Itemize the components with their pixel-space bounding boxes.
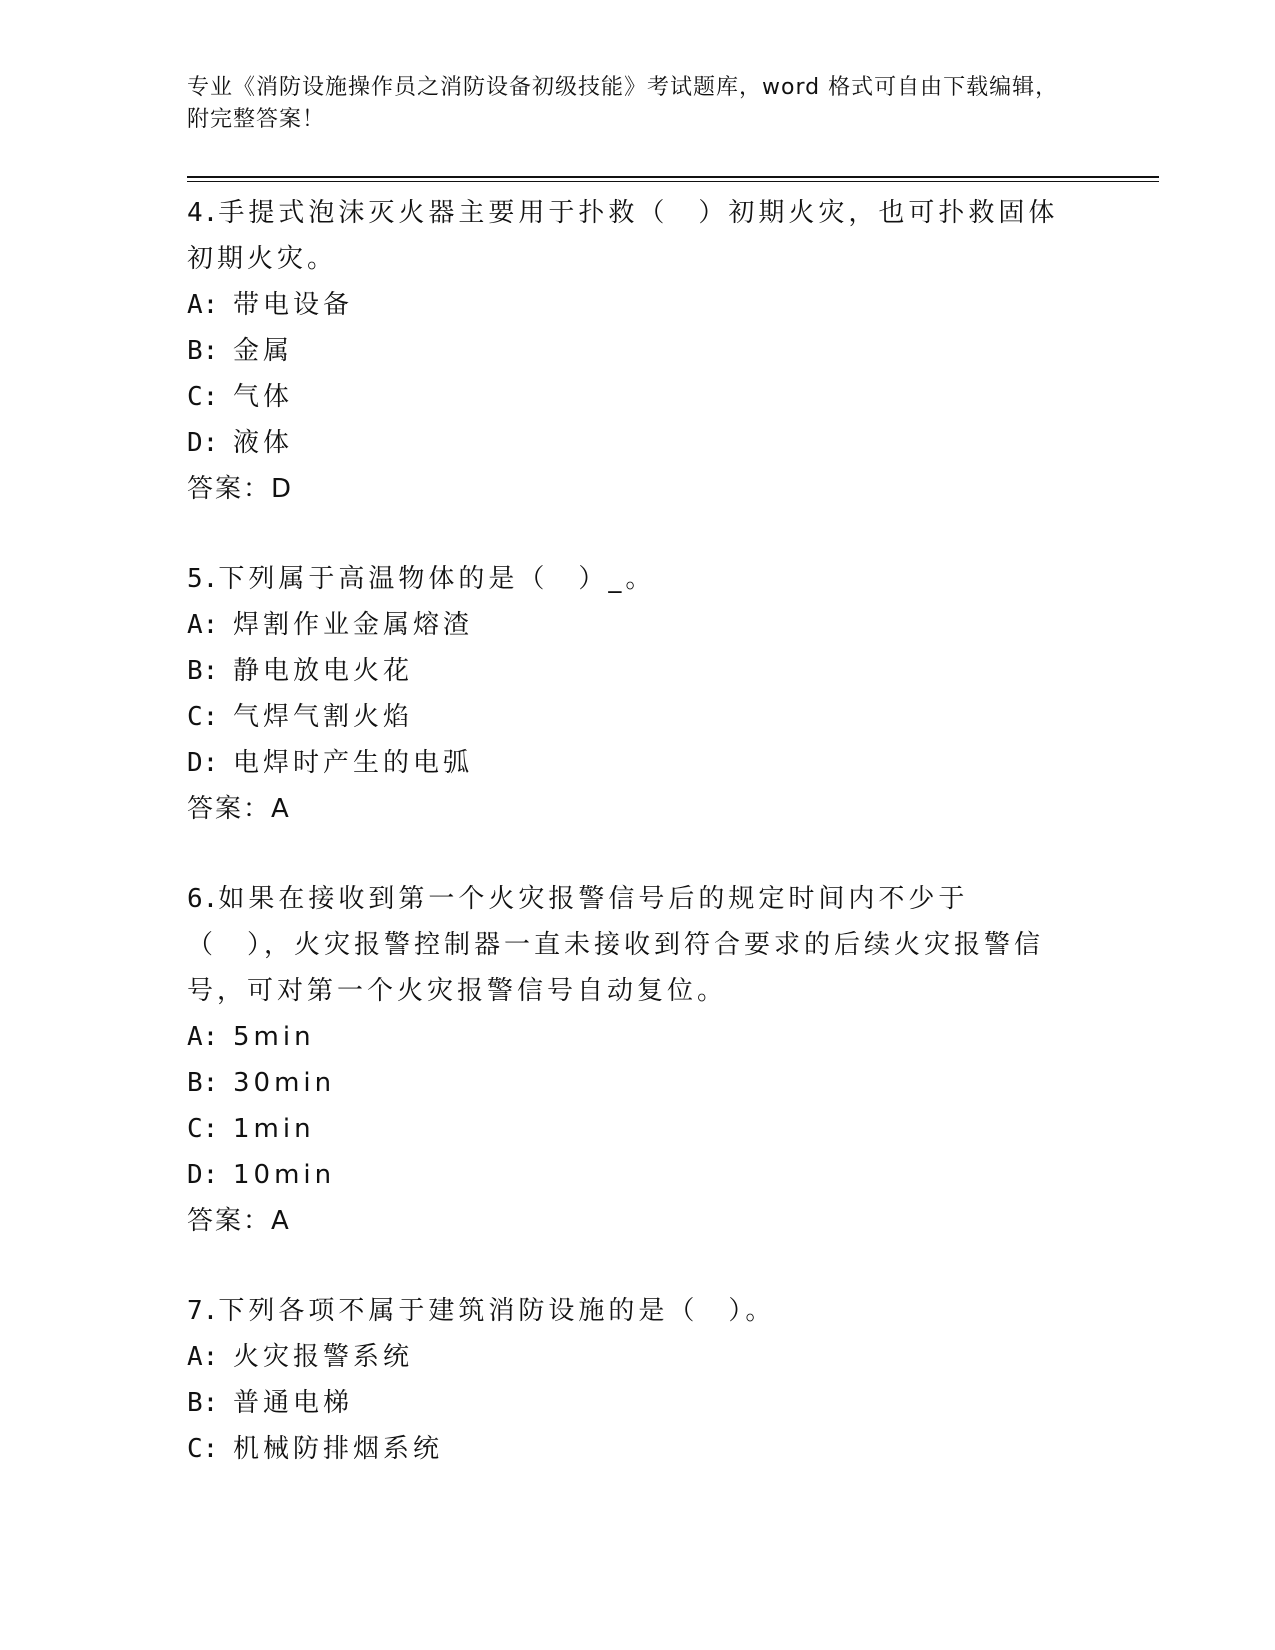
option-text: 静电放电火花 <box>233 656 414 686</box>
header-divider-thin <box>187 181 1159 182</box>
option-d <box>187 420 1067 466</box>
option-letter: B: <box>187 656 219 686</box>
option-text: 液体 <box>233 428 294 458</box>
option-letter: C: <box>187 382 219 412</box>
option-text: 气焊气割火焰 <box>233 702 414 732</box>
question-number: 7. <box>187 1296 219 1326</box>
question-text: 下列各项不属于建筑消防设施的是（ ）。 <box>218 1296 776 1326</box>
option-a <box>187 282 1067 328</box>
option-letter: D: <box>187 748 219 778</box>
option-letter: D: <box>187 1160 219 1190</box>
option-b <box>187 1380 1067 1426</box>
option-c <box>187 1106 1067 1152</box>
option-d <box>187 740 1067 786</box>
option-a <box>187 1014 1067 1060</box>
question-text: 手提式泡沫灭火器主要用于扑救（ ）初期火灾，也可扑救固体初期火灾。 <box>187 198 1059 274</box>
question-7 <box>187 1288 1067 1472</box>
option-text: 火灾报警系统 <box>233 1342 414 1372</box>
option-letter: C: <box>187 1114 219 1144</box>
question-6 <box>187 876 1067 1244</box>
question-stem <box>187 1288 1067 1334</box>
option-text: 30min <box>233 1068 336 1098</box>
answer-line: 答案：A <box>187 794 291 824</box>
question-text: 如果在接收到第一个火灾报警信号后的规定时间内不少于（ ），火灾报警控制器一直未接收到符合要求的后续火灾报警信号，可对第一个火灾报警信号自动复位。 <box>187 884 1045 1006</box>
option-letter: B: <box>187 1388 219 1418</box>
question-number: 4. <box>187 198 219 228</box>
option-text: 1min <box>233 1114 315 1144</box>
option-letter: A: <box>187 1342 219 1372</box>
option-letter: A: <box>187 610 219 640</box>
option-text: 焊割作业金属熔渣 <box>233 610 474 640</box>
option-letter: A: <box>187 290 219 320</box>
option-b <box>187 1060 1067 1106</box>
option-text: 机械防排烟系统 <box>233 1434 444 1464</box>
option-b <box>187 328 1067 374</box>
answer-line: 答案：A <box>187 1206 291 1236</box>
question-stem <box>187 190 1067 282</box>
document-header: 专业《消防设施操作员之消防设备初级技能》考试题库，word 格式可自由下载编辑，附完整答案！ <box>187 75 1059 132</box>
question-list <box>187 190 1067 1516</box>
question-number: 6. <box>187 884 219 914</box>
option-text: 5min <box>233 1022 315 1052</box>
option-text: 气体 <box>233 382 294 412</box>
option-letter: B: <box>187 1068 219 1098</box>
option-text: 带电设备 <box>233 290 354 320</box>
option-c <box>187 374 1067 420</box>
option-a <box>187 1334 1067 1380</box>
header-divider-thick <box>187 176 1159 178</box>
option-c <box>187 1426 1067 1472</box>
question-stem <box>187 556 1067 602</box>
option-c <box>187 694 1067 740</box>
option-letter: B: <box>187 336 219 366</box>
option-d <box>187 1152 1067 1198</box>
option-text: 普通电梯 <box>233 1388 354 1418</box>
answer-line: 答案：D <box>187 474 294 504</box>
option-letter: C: <box>187 1434 219 1464</box>
question-4 <box>187 190 1067 512</box>
option-text: 10min <box>233 1160 336 1190</box>
option-a <box>187 602 1067 648</box>
option-letter: C: <box>187 702 219 732</box>
question-text: 下列属于高温物体的是（ ）_。 <box>218 564 656 594</box>
question-stem <box>187 876 1067 1014</box>
question-number: 5. <box>187 564 219 594</box>
option-letter: D: <box>187 428 219 458</box>
option-b <box>187 648 1067 694</box>
option-letter: A: <box>187 1022 219 1052</box>
option-text: 金属 <box>233 336 294 366</box>
option-text: 电焊时产生的电弧 <box>233 748 474 778</box>
question-5 <box>187 556 1067 832</box>
